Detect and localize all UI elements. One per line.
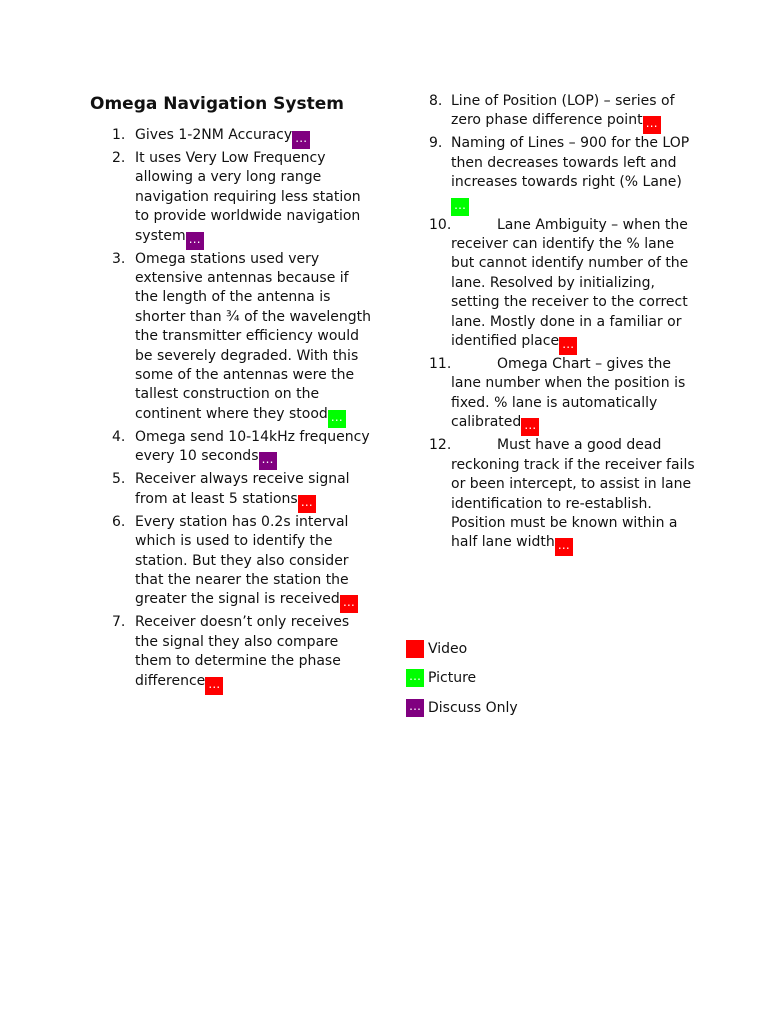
list-item — [426, 216, 696, 355]
item-number: 7. — [112, 614, 126, 631]
item-number: 8. — [429, 93, 443, 109]
item-text: Line of Position (LOP) – series of zero phase difference point — [451, 93, 675, 129]
item-number: 11. — [429, 356, 452, 373]
legend-label: Discuss Only — [428, 699, 518, 716]
legend-label: Picture — [428, 670, 477, 687]
item-text: Omega stations used very extensive antennas because if the length of the antenna is shorter than ¾ of the wavelength the transmitter efficiency would be severely degraded. With this some of the antennas were the tallest construction on the continent where they stood — [135, 250, 372, 422]
item-number: 1. — [112, 127, 126, 143]
legend-item-picture — [406, 664, 518, 694]
item-text: Naming of Lines – 900 for the LOP then decreases towards left and increases towards right (% Lane) — [451, 135, 690, 191]
right-column — [426, 92, 696, 556]
marker-legend — [406, 634, 518, 723]
item-text: Receiver doesn’t only receives the signal they also compare them to determine the phase difference — [135, 614, 350, 689]
item-text: It uses Very Low Frequency allowing a very long range navigation requiring less station to provide worldwide navigation system — [135, 150, 361, 244]
legend-item-video — [406, 634, 518, 664]
video-marker[interactable]: … — [205, 677, 223, 695]
discuss-marker[interactable]: … — [186, 232, 204, 250]
item-text: Gives 1-2NM Accuracy — [135, 127, 293, 143]
video-marker[interactable]: … — [555, 538, 573, 556]
video-marker[interactable]: … — [340, 595, 358, 613]
picture-marker: … — [406, 669, 424, 687]
list-item — [90, 513, 372, 614]
list-item — [90, 126, 372, 149]
item-number: 2. — [112, 150, 126, 166]
video-marker — [406, 640, 424, 658]
item-number: 4. — [112, 428, 126, 445]
item-number: 10. — [429, 216, 452, 233]
legend-item-discuss — [406, 693, 518, 723]
list-item — [90, 428, 372, 470]
list-item — [90, 250, 372, 428]
discuss-marker[interactable]: … — [259, 452, 277, 470]
discuss-marker: … — [406, 699, 424, 717]
item-number: 6. — [112, 513, 126, 530]
legend-label: Video — [428, 640, 468, 657]
list-item — [426, 134, 696, 215]
item-number: 12. — [429, 437, 452, 454]
item-text: Must have a good dead reckoning track if the receiver fails or been intercept, to assist in lane identification to re-establish. Position must be known within a half lane width — [451, 437, 695, 551]
left-column — [90, 92, 372, 695]
video-marker[interactable]: … — [521, 418, 539, 436]
list-item — [426, 355, 696, 436]
item-text: Every station has 0.2s interval which is used to identify the station. But they also consider that the nearer the station the greater the signal is received — [135, 513, 349, 608]
item-text: Omega send 10-14kHz frequency every 10 seconds — [135, 428, 370, 465]
video-marker[interactable]: … — [643, 116, 661, 134]
document-title: Omega Navigation System — [90, 94, 344, 114]
item-number: 5. — [112, 471, 126, 488]
picture-marker[interactable]: … — [451, 198, 469, 216]
list-item — [90, 613, 372, 694]
item-text: Omega Chart – gives the lane number when the position is fixed. % lane is automatically calibrated — [451, 356, 686, 431]
item-number: 9. — [429, 135, 443, 152]
notes-list-left — [90, 126, 372, 695]
item-text: Receiver always receive signal from at least 5 stations — [135, 471, 350, 507]
picture-marker[interactable]: … — [328, 410, 346, 428]
notes-list-right — [426, 92, 696, 556]
list-item — [426, 92, 696, 134]
list-item — [426, 436, 696, 556]
list-item — [90, 470, 372, 512]
list-item — [90, 149, 372, 250]
video-marker[interactable]: … — [559, 337, 577, 355]
item-number: 3. — [112, 250, 126, 267]
item-text: Lane Ambiguity – when the receiver can identify the % lane but cannot identify number of the lane. Resolved by initializing, setting the receiver to the correct lane. Mostly done in a familiar or identified place — [451, 216, 689, 350]
discuss-marker[interactable]: … — [292, 131, 310, 149]
video-marker[interactable]: … — [298, 495, 316, 513]
